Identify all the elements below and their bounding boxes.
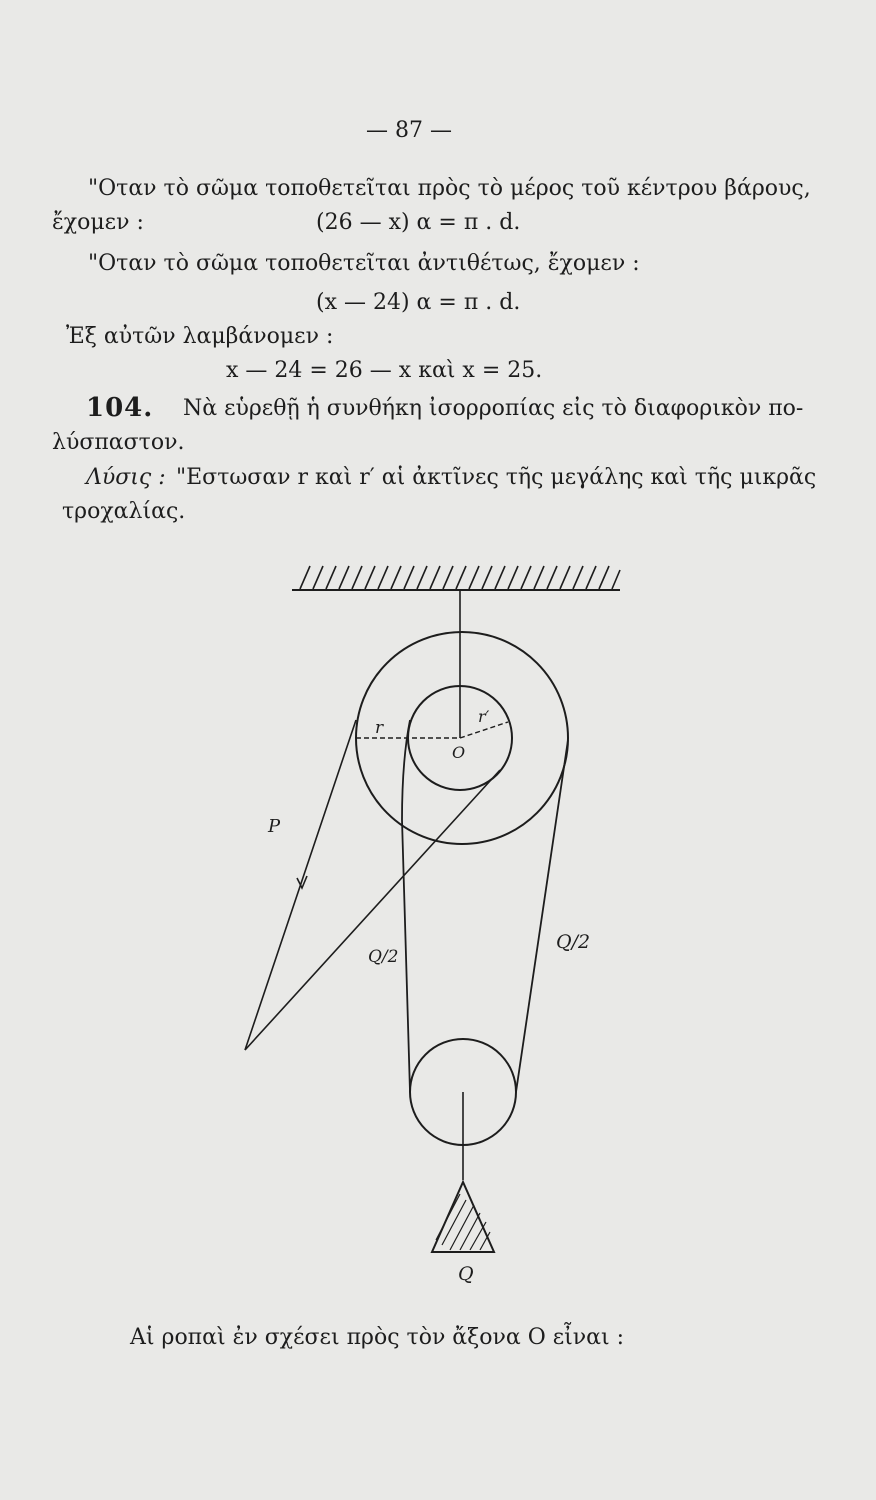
text-line-3: "Οταν τὸ σῶμα τοποθετεῖται ἀντιθέτως, ἔχομεν : [88,251,640,276]
equation-2: (x — 24) α = π . d. [316,290,521,315]
solution-label: Λύσις : [86,465,166,490]
equation-1: (26 — x) α = π . d. [316,210,521,235]
text-line-2a: ἔχομεν : [52,210,144,235]
label-P: P [268,816,281,837]
problem-statement-1: Νὰ εὑρεθῇ ἡ συνθήκη ἰσορροπίας εἰς τὸ διαφορικὸν πο- [183,396,804,421]
text-line-11: Αἱ ροπαὶ ἐν σχέσει πρὸς τὸν ἄξονα Ο εἶναι : [130,1325,625,1350]
problem-statement-2: λύσπαστον. [52,430,185,455]
ceiling-hatching [300,566,620,589]
weight-hatching [436,1194,490,1250]
solution-text-2: τροχαλίας. [62,499,186,524]
label-Q-half-left: Q/2 [368,947,399,967]
rope-effort-diagonal [245,770,500,1050]
label-O: O [452,743,466,762]
problem-number: 104. [86,393,154,423]
page-number: — 87 — [366,118,452,143]
solution-text-1: "Εστωσαν r καὶ r′ αἱ ἀκτῖνες τῆς μεγάλης καὶ τῆς μικρᾶς [176,465,817,490]
label-r: r [375,718,384,738]
label-Q: Q [458,1263,474,1285]
label-Q-half-right: Q/2 [556,931,591,953]
rope-right-strand [516,740,568,1092]
equation-3: x — 24 = 26 — x καὶ x = 25. [226,358,543,383]
rope-left-strand [402,720,410,1092]
text-line-5: Ἐξ αὐτῶν λαμβάνομεν : [66,324,334,349]
label-r-prime: r′ [478,707,490,726]
text-line-1: "Οταν τὸ σῶμα τοποθετεῖται πρὸς τὸ μέρος τοῦ κέντρου βάρους, [88,176,811,201]
